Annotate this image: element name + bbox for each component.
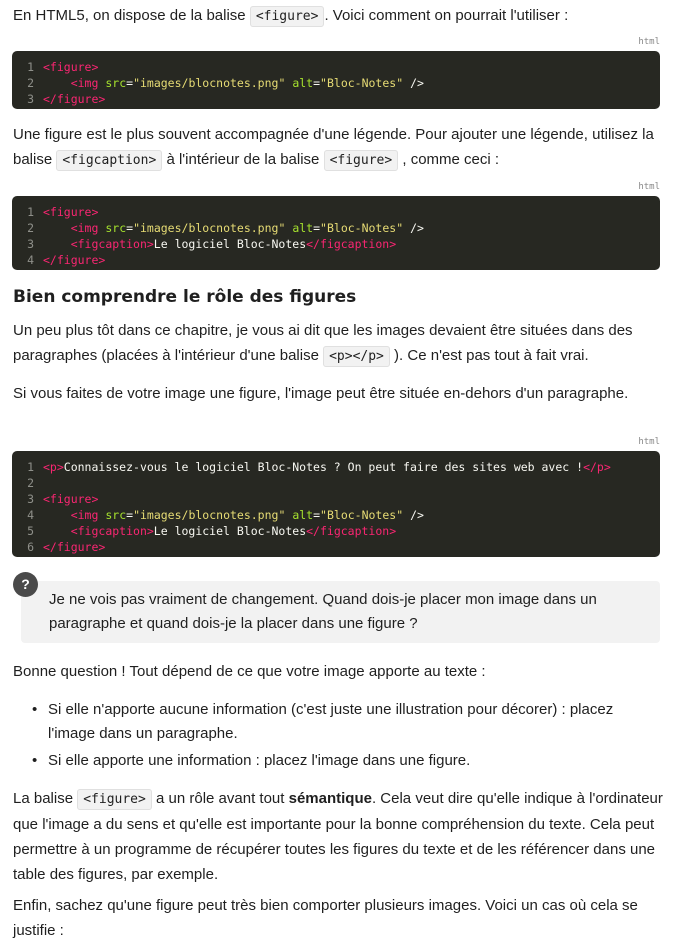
code-token: <figure>	[43, 205, 99, 219]
code-line	[12, 459, 660, 475]
p6-text-after: . Cela veut dire qu'elle indique à l'ordinateur que l'image a du sens et qu'elle est importante pour la bonne compréhension du texte. Cela peut permettre à un programme de récupérer toutes les figures du texte et de les référencer dans une table des figures, par exemple.	[13, 790, 663, 883]
code-line	[12, 220, 660, 236]
code-token: <img	[70, 76, 99, 90]
code-lang-label-3: html	[638, 437, 660, 447]
line-number: 2	[27, 476, 34, 490]
code-token: src	[105, 508, 127, 522]
code-token: =	[126, 508, 134, 522]
code-indent	[43, 524, 71, 538]
intro-text-before: En HTML5, on dispose de la balise	[13, 7, 250, 24]
code-token: <p>	[43, 460, 64, 474]
code-block-2[interactable]	[12, 196, 660, 270]
intro-paragraph	[13, 3, 663, 29]
inline-code-figure-2: <figure>	[324, 150, 399, 171]
list-item-text: Si elle n'apporte aucune information (c'est juste une illustration pour décorer) : placez l'image dans un paragraphe.	[48, 701, 614, 742]
figcaption-paragraph	[13, 122, 663, 173]
code-token: </p>	[583, 460, 611, 474]
final-paragraph: Enfin, sachez qu'une figure peut très bien comporter plusieurs images. Voici un cas où cela se justifie :	[13, 897, 638, 939]
code-line	[12, 491, 660, 507]
code-token: <figcaption>	[70, 524, 154, 538]
question-box	[21, 581, 660, 643]
line-number: 2	[27, 221, 34, 235]
bullet-icon: •	[32, 701, 38, 718]
code-line	[12, 523, 660, 539]
code-line	[12, 75, 660, 91]
code-lang-label-2: html	[638, 182, 660, 192]
code-token: </figure>	[43, 540, 106, 554]
code-token: <img	[70, 221, 99, 235]
code-token: "images/blocnotes.png"	[133, 221, 286, 235]
code-token: src	[105, 221, 127, 235]
code-token: </figure>	[43, 92, 106, 106]
code-token: <img	[70, 508, 99, 522]
code-line	[12, 507, 660, 523]
question-text: Je ne vois pas vraiment de changement. Quand dois-je placer mon image dans un paragraphe et quand dois-je la placer dans une figure ?	[49, 591, 597, 632]
line-number: 1	[27, 60, 34, 74]
line-number: 3	[27, 237, 34, 251]
list-item-text: Si elle apporte une information : placez l'image dans une figure.	[48, 752, 471, 769]
code-token: "images/blocnotes.png"	[133, 508, 286, 522]
code-token: Connaissez-vous le logiciel Bloc-Notes ? On peut faire des sites web avec !	[63, 460, 584, 474]
code-token: "Bloc-Notes"	[320, 221, 404, 235]
code-token: alt	[292, 508, 314, 522]
code-token: =	[126, 76, 134, 90]
code-block-3[interactable]	[12, 451, 660, 557]
p2-text-after: , comme ceci :	[398, 151, 500, 168]
inline-code-p: <p></p>	[323, 346, 390, 367]
bold-semantique: sémantique	[288, 790, 372, 807]
code-line	[12, 539, 660, 555]
code-token: alt	[292, 221, 314, 235]
code-token: =	[313, 76, 321, 90]
line-number: 3	[27, 492, 34, 506]
semantic-paragraph	[13, 786, 663, 887]
intro-text-after: . Voici comment on pourrait l'utiliser :	[324, 7, 569, 24]
code-indent	[43, 221, 71, 235]
inline-code-figcaption: <figcaption>	[56, 150, 162, 171]
line-number: 4	[27, 253, 34, 267]
code-token: </figcaption>	[306, 237, 397, 251]
code-token: =	[313, 221, 321, 235]
code-token: "Bloc-Notes"	[320, 76, 404, 90]
code-line	[12, 91, 660, 107]
line-number: 1	[27, 205, 34, 219]
code-token: </figure>	[43, 253, 106, 267]
code-token: src	[105, 76, 127, 90]
code-token: <figure>	[43, 492, 99, 506]
code-block-1[interactable]	[12, 51, 660, 109]
code-token: "images/blocnotes.png"	[133, 76, 286, 90]
code-token: />	[403, 76, 424, 90]
question-icon: ?	[13, 572, 38, 597]
bullet-icon: •	[32, 752, 38, 769]
line-number: 2	[27, 76, 34, 90]
code-indent	[43, 237, 71, 251]
p3-text-after: ). Ce n'est pas tout à fait vrai.	[389, 347, 589, 364]
code-token: />	[403, 508, 424, 522]
list-item	[32, 749, 648, 773]
p2-text-before: Une figure est le plus souvent accompagnée d'une légende. Pour ajouter une légende, utilisez la balise	[13, 126, 654, 168]
line-number: 4	[27, 508, 34, 522]
bullet-list	[32, 698, 648, 776]
code-line	[12, 59, 660, 75]
code-token: </figcaption>	[306, 524, 397, 538]
code-token: alt	[292, 76, 314, 90]
code-token: Le logiciel Bloc-Notes	[153, 237, 307, 251]
line-number: 3	[27, 92, 34, 106]
inline-code-figure: <figure>	[250, 6, 325, 27]
code-line	[12, 475, 660, 491]
code-token: Le logiciel Bloc-Notes	[153, 524, 307, 538]
code-lang-label-1: html	[638, 37, 660, 47]
code-line	[12, 236, 660, 252]
line-number: 1	[27, 460, 34, 474]
code-indent	[43, 508, 71, 522]
code-token: =	[313, 508, 321, 522]
p6-text-mid: a un rôle avant tout	[151, 790, 289, 807]
code-token: />	[403, 221, 424, 235]
code-token: <figure>	[43, 60, 99, 74]
p2-text-middle: à l'intérieur de la balise	[162, 151, 324, 168]
code-token: <figcaption>	[70, 237, 154, 251]
outside-paragraph: Si vous faites de votre image une figure, l'image peut être située en-dehors d'un paragraphe.	[13, 385, 629, 402]
code-token: "Bloc-Notes"	[320, 508, 404, 522]
line-number: 6	[27, 540, 34, 554]
p6-text-before: La balise	[13, 790, 78, 807]
inline-code-figure-3: <figure>	[77, 789, 152, 810]
code-line	[12, 252, 660, 268]
line-number: 5	[27, 524, 34, 538]
section-title: Bien comprendre le rôle des figures	[13, 287, 357, 307]
code-line	[12, 204, 660, 220]
answer-paragraph: Bonne question ! Tout dépend de ce que votre image apporte au texte :	[13, 663, 486, 680]
code-indent	[43, 76, 71, 90]
images-paragraph	[13, 318, 663, 369]
list-item	[32, 698, 648, 746]
p3-text-before: Un peu plus tôt dans ce chapitre, je vous ai dit que les images devaient être situées dans des paragraphes (placées à l'intérieur d'une balise	[13, 322, 633, 364]
code-token: =	[126, 221, 134, 235]
